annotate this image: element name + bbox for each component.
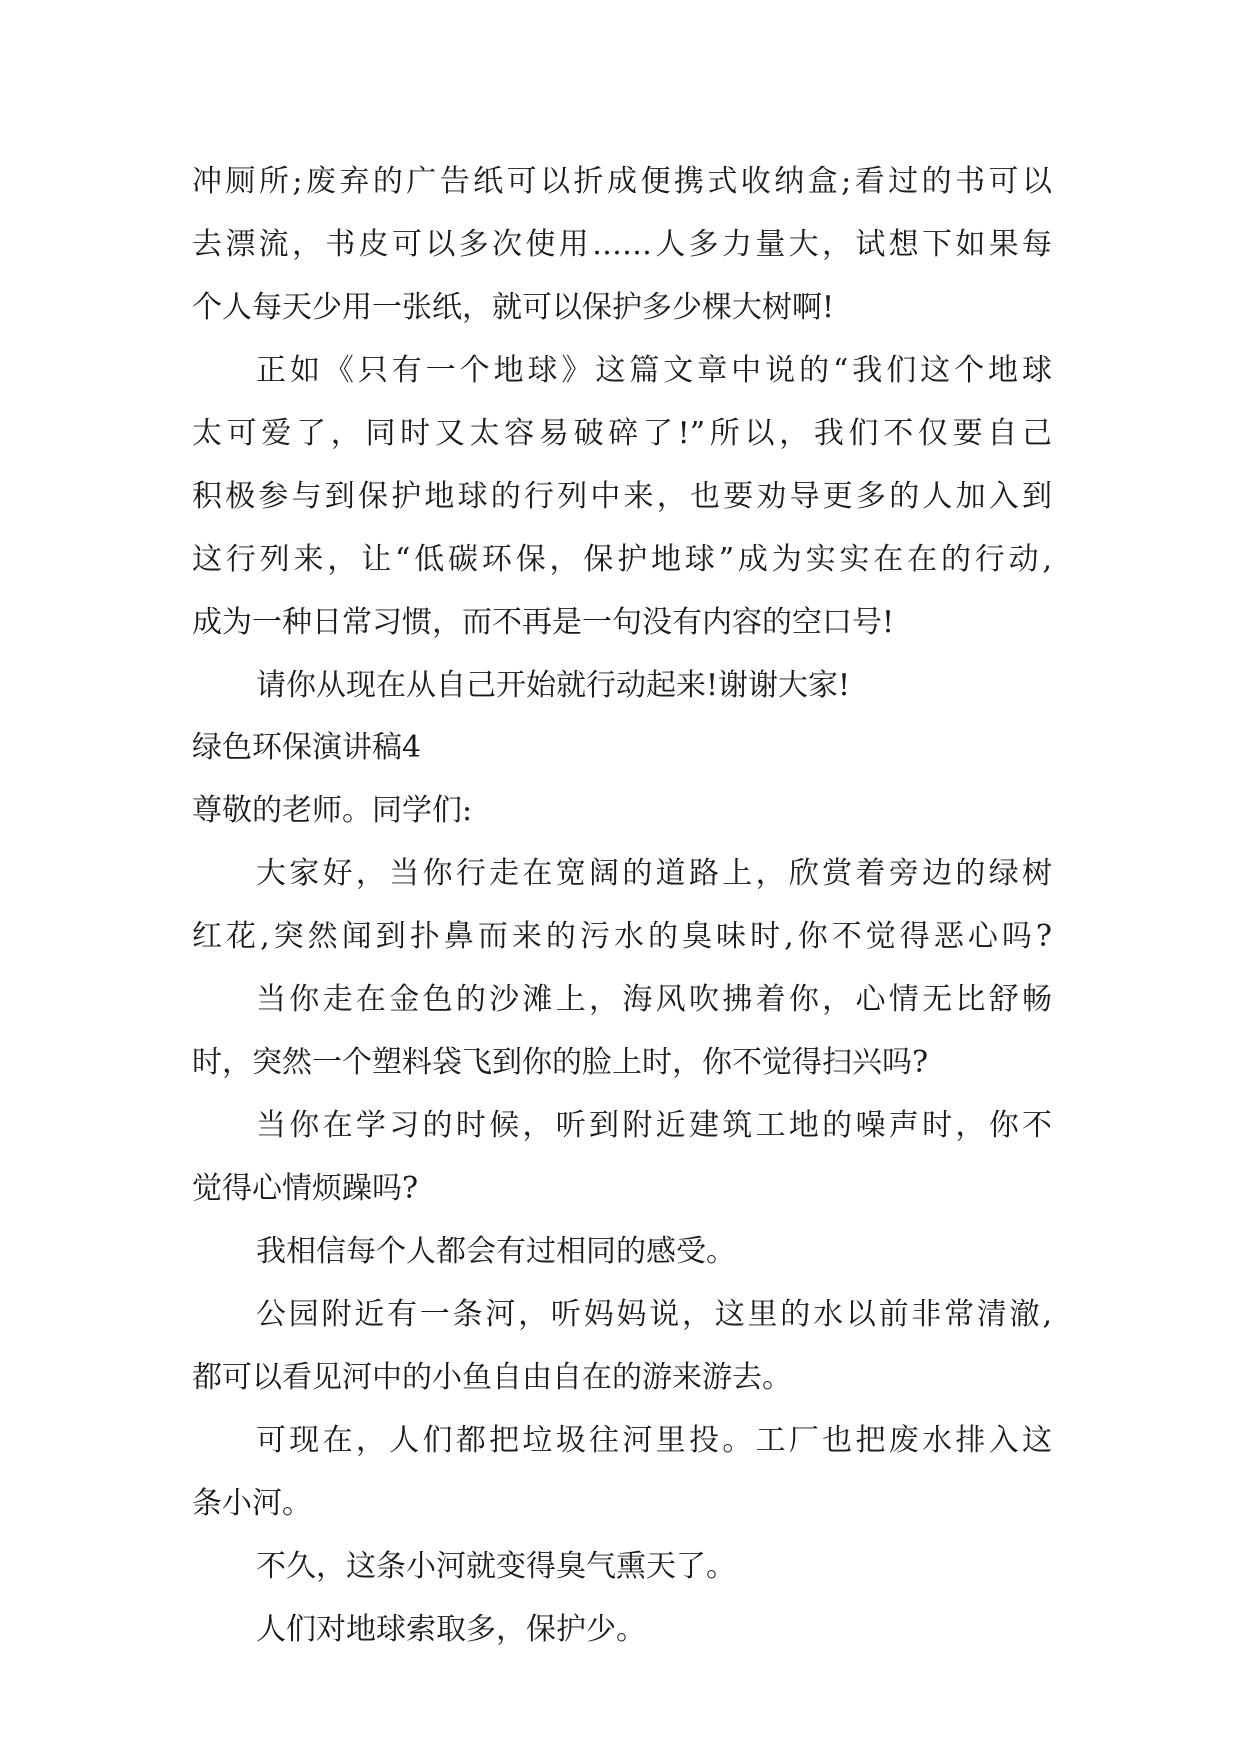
text-line: 公园附近有一条河，听妈妈说，这里的水以前非常清澈, <box>256 1297 1052 1332</box>
text-line: 时，突然一个塑料袋飞到你的脸上时，你不觉得扫兴吗? <box>192 1045 929 1080</box>
text-line: 正如《只有一个地球》这篇文章中说的“我们这个地球 <box>256 353 1052 388</box>
text-line: 当你在学习的时候，听到附近建筑工地的噪声时，你不 <box>256 1108 1052 1143</box>
text-line: 我相信每个人都会有过相同的感受。 <box>256 1234 736 1269</box>
text-line: 条小河。 <box>192 1486 312 1521</box>
text-line: 冲厕所;废弃的广告纸可以折成便携式收纳盒;看过的书可以 <box>192 164 1052 199</box>
text-line: 大家好，当你行走在宽阔的道路上，欣赏着旁边的绿树 <box>256 856 1052 891</box>
text-line: 请你从现在从自己开始就行动起来!谢谢大家! <box>256 668 851 703</box>
text-line: 去漂流，书皮可以多次使用……人多力量大，试想下如果每 <box>192 227 1052 262</box>
text-line: 都可以看见河中的小鱼自由自在的游来游去。 <box>192 1360 792 1395</box>
text-line: 个人每天少用一张纸，就可以保护多少棵大树啊! <box>192 290 835 325</box>
salutation: 尊敬的老师。同学们: <box>192 793 473 828</box>
text-line: 这行列来，让“低碳环保，保护地球”成为实实在在的行动, <box>192 542 1052 577</box>
text-line: 不久，这条小河就变得臭气熏天了。 <box>256 1549 736 1584</box>
text-line: 人们对地球索取多，保护少。 <box>256 1612 646 1647</box>
text-line: 当你走在金色的沙滩上，海风吹拂着你，心情无比舒畅 <box>256 982 1052 1017</box>
text-line: 成为一种日常习惯，而不再是一句没有内容的空口号! <box>192 605 895 640</box>
section-heading: 绿色环保演讲稿4 <box>192 730 422 765</box>
text-line: 可现在，人们都把垃圾往河里投。工厂也把废水排入这 <box>256 1423 1052 1458</box>
text-line: 太可爱了，同时又太容易破碎了!”所以，我们不仅要自己 <box>192 416 1052 451</box>
text-line: 红花,突然闻到扑鼻而来的污水的臭味时,你不觉得恶心吗? <box>192 919 1052 954</box>
text-line: 觉得心情烦躁吗? <box>192 1171 419 1206</box>
text-line: 积极参与到保护地球的行列中来，也要劝导更多的人加入到 <box>192 479 1052 514</box>
